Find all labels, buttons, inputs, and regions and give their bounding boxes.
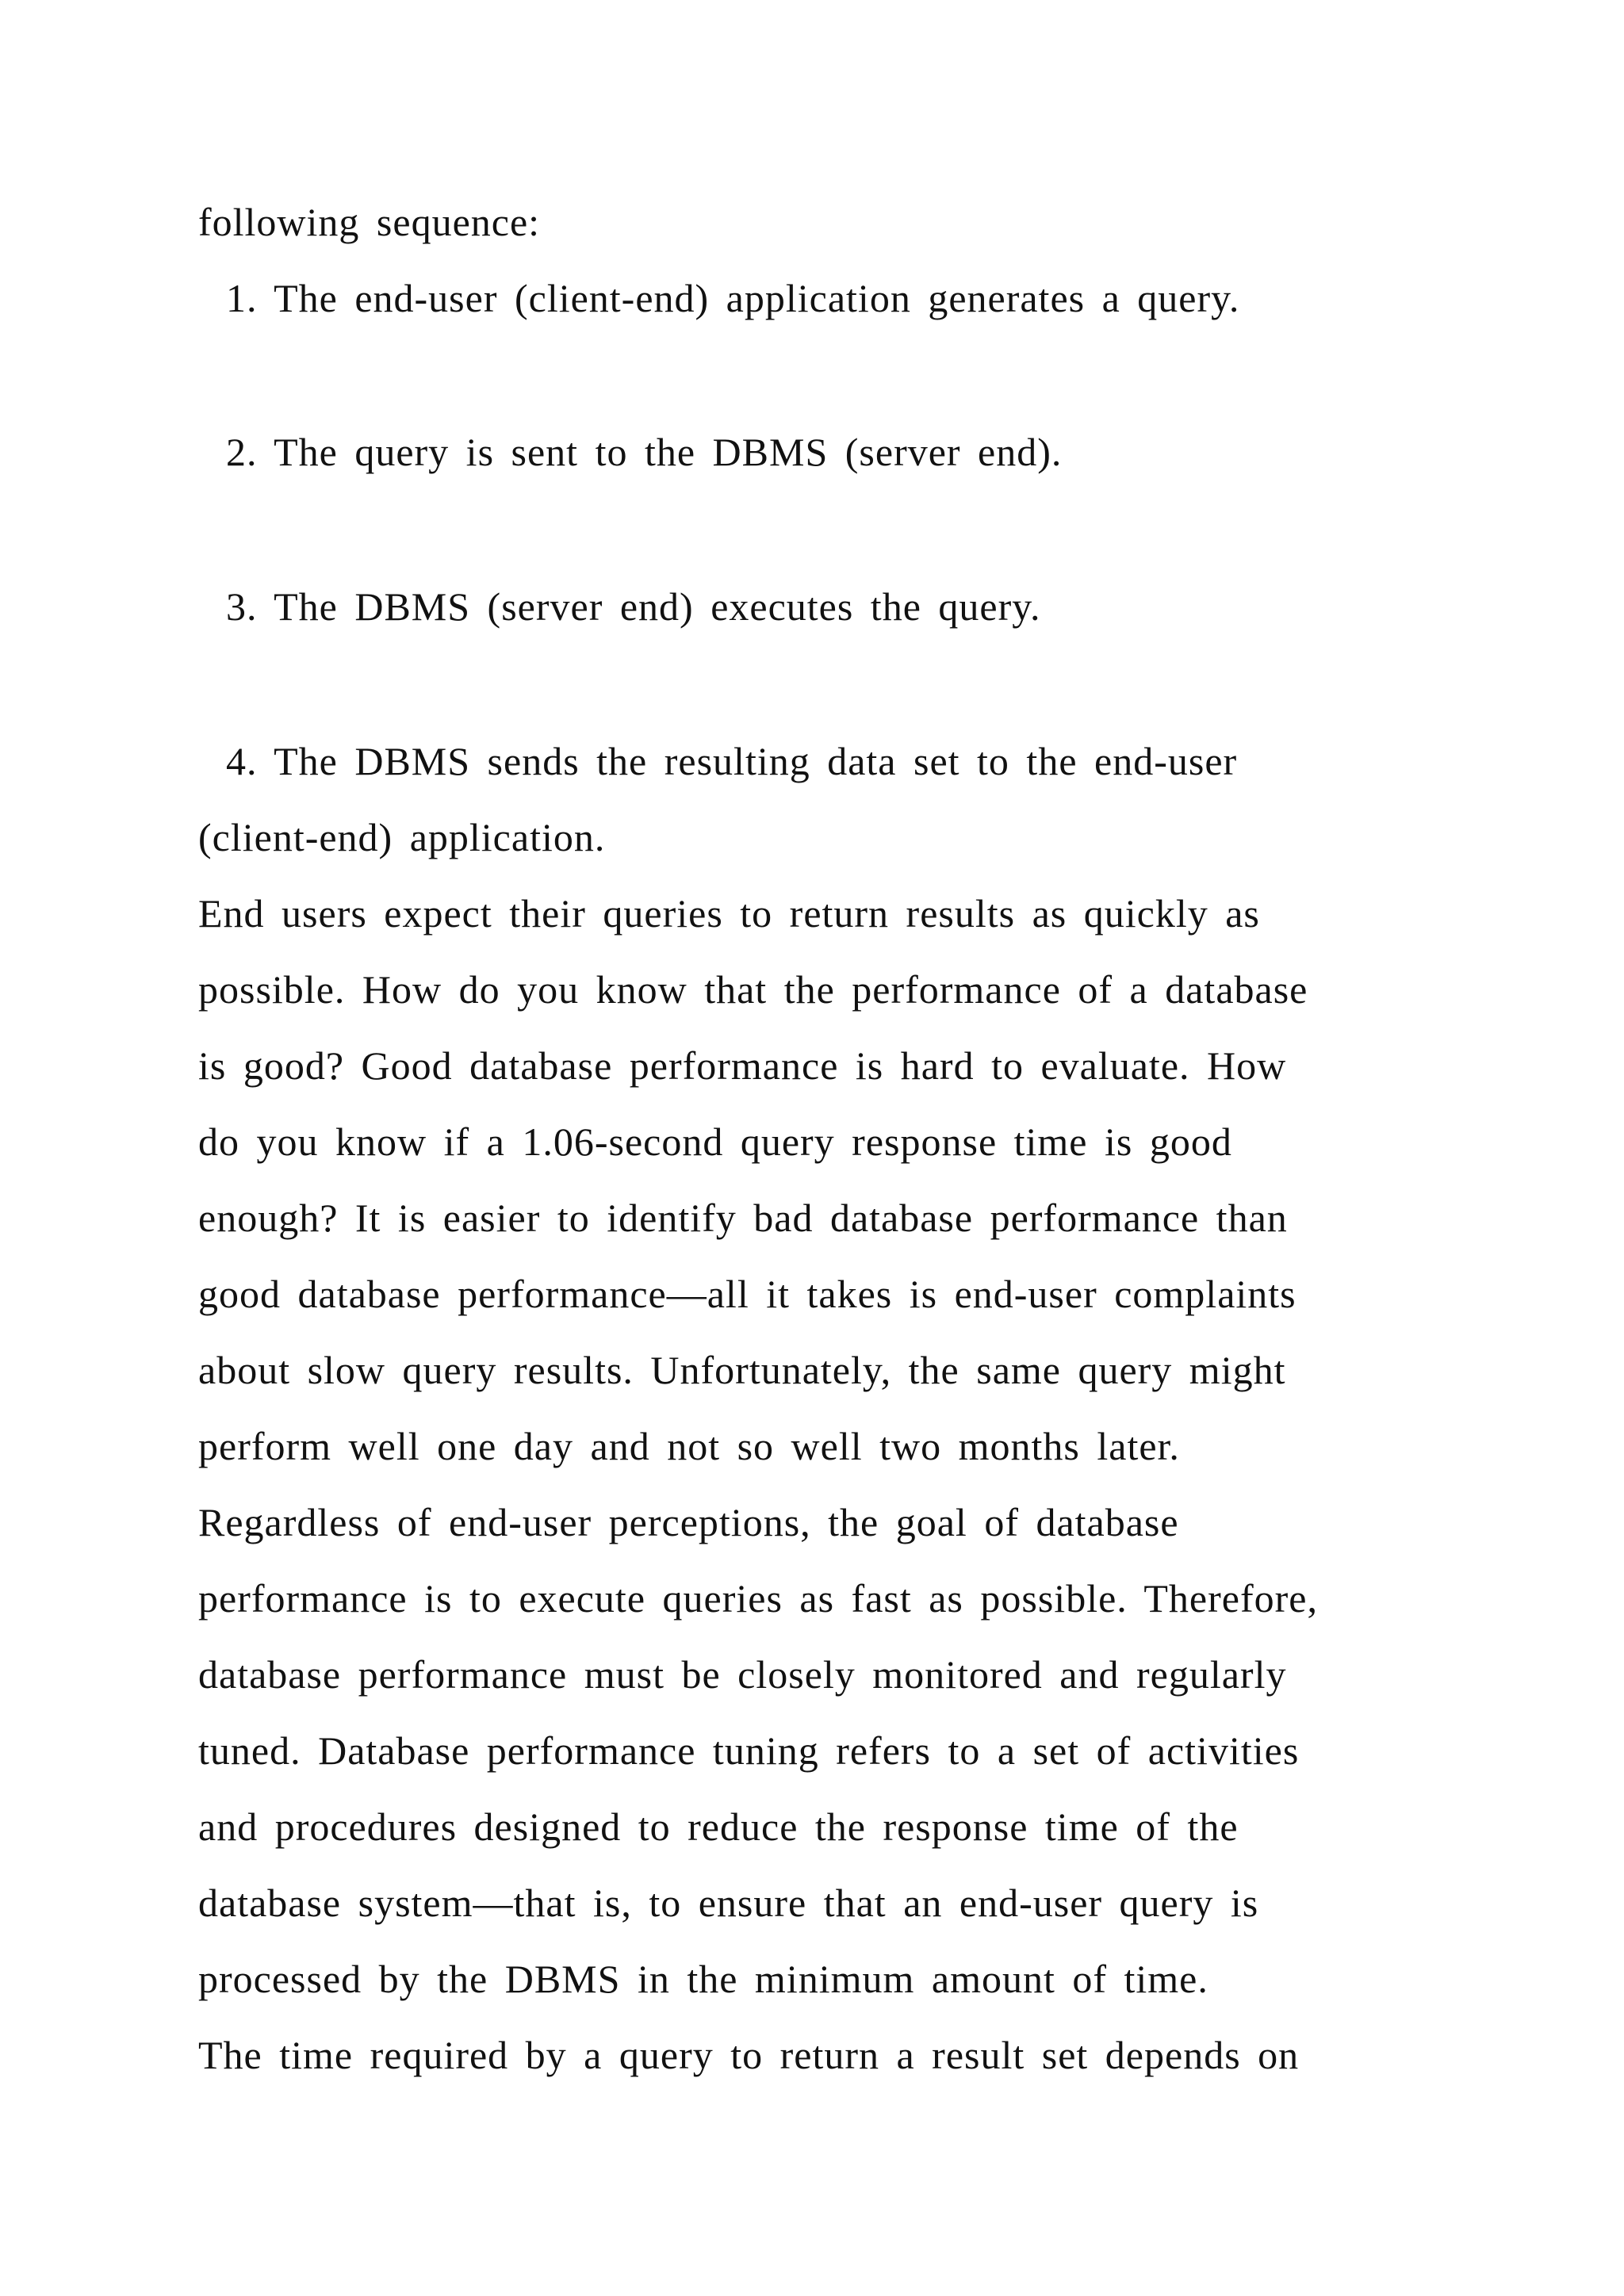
paragraph-2-line: The time required by a query to return a result set depends on	[198, 2033, 1300, 2077]
paragraph-line: is good? Good database performance is hard to evaluate. How	[198, 1043, 1287, 1088]
list-item-2: 2. The query is sent to the DBMS (server end).	[226, 430, 1063, 474]
paragraph-line: do you know if a 1.06-second query response time is good	[198, 1119, 1232, 1164]
list-item-3: 3. The DBMS (server end) executes the query.	[226, 584, 1041, 629]
paragraph-line: End users expect their queries to return results as quickly as	[198, 891, 1260, 936]
paragraph-line: perform well one day and not so well two months later.	[198, 1424, 1180, 1468]
list-item-4-continuation: (client-end) application.	[198, 815, 606, 859]
paragraph-line: and procedures designed to reduce the response time of the	[198, 1804, 1239, 1849]
paragraph-line: performance is to execute queries as fast as possible. Therefore,	[198, 1576, 1318, 1621]
paragraph-line: about slow query results. Unfortunately, the same query might	[198, 1348, 1286, 1392]
paragraph-line: possible. How do you know that the performance of a database	[198, 967, 1308, 1012]
intro-line: following sequence:	[198, 200, 541, 244]
paragraph-line: database performance must be closely monitored and regularly	[198, 1652, 1287, 1697]
paragraph-line: tuned. Database performance tuning refers to a set of activities	[198, 1728, 1300, 1773]
paragraph-line: processed by the DBMS in the minimum amount of time.	[198, 1957, 1208, 2001]
paragraph-line: Regardless of end-user perceptions, the goal of database	[198, 1500, 1179, 1544]
paragraph-line: good database performance—all it takes is end-user complaints	[198, 1272, 1297, 1316]
paragraph-line: enough? It is easier to identify bad database performance than	[198, 1196, 1288, 1240]
list-item-4: 4. The DBMS sends the resulting data set to the end-user	[226, 739, 1238, 783]
paragraph-line: database system—that is, to ensure that an end-user query is	[198, 1881, 1259, 1925]
list-item-1: 1. The end-user (client-end) application generates a query.	[226, 276, 1240, 320]
